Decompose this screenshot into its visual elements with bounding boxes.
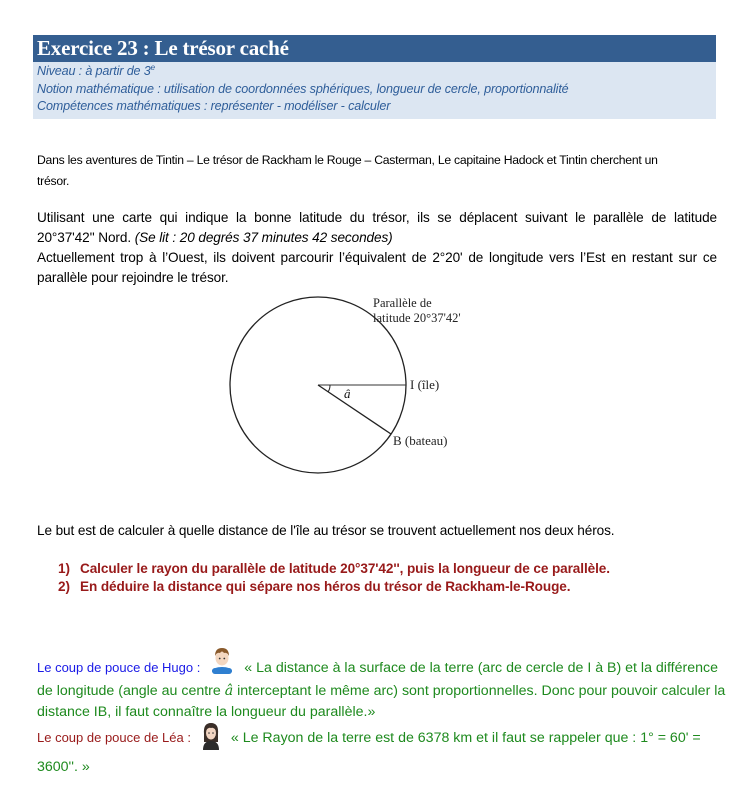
angle-symbol: â: [224, 683, 234, 699]
exercise-title: Exercice 23 : Le trésor caché: [33, 35, 716, 62]
statement-line-3: Actuellement trop à l’Ouest, ils doivent parcourir l’équivalent de 2°20' de longitude vers l’Est en restant sur ce: [37, 250, 717, 265]
exercise-header: [33, 35, 716, 119]
latitude-value: 20°37'42'' Nord.: [37, 230, 135, 245]
task-item: [58, 578, 610, 596]
parallel-label-2: latitude 20°37'42': [373, 311, 461, 325]
hint-lea-text: « Le Rayon de la terre est de 6378 km et il faut se rappeler que : 1° = 60' = 3600''. »: [37, 730, 701, 775]
point-B-label: B (bateau): [393, 433, 448, 448]
girl-avatar-icon: [201, 720, 221, 757]
hint-hugo: [37, 657, 727, 723]
notion-line: Notion mathématique : utilisation de coordonnées sphériques, longueur de cercle, proportionnalité: [37, 81, 569, 96]
latitude-reading: (Se lit : 20 degrés 37 minutes 42 secondes): [134, 230, 393, 245]
angle-arc: [328, 385, 330, 392]
problem-statement: [37, 208, 717, 288]
radius-to-B: [318, 385, 391, 434]
hint-hugo-text-1: « La distance à la surface de la terre (arc de cercle de I à B) et la différence de longitude (angle au centre: [37, 660, 718, 699]
intro-line-1: Dans les aventures de Tintin – Le trésor de Rackham le Rouge – Casterman, Le capitaine Hadock et Tintin cherchent un: [37, 153, 658, 167]
exercise-meta-panel: [33, 62, 716, 119]
task-number: 1): [58, 561, 70, 576]
hint-lea-lead: Le coup de pouce de Léa :: [37, 730, 191, 745]
task-number: 2): [58, 578, 70, 594]
statement-line-2: [37, 228, 717, 248]
level-line: [37, 63, 712, 81]
task-item: [58, 560, 610, 578]
hint-hugo-text-2: interceptant le même arc) sont proportionnelles. Donc pour pouvoir calculer la distance IB, il faut connaître la longueur du parallèle.»: [37, 683, 726, 720]
parallel-circle-diagram: [220, 280, 520, 490]
angle-label: â: [344, 386, 351, 401]
competences-line: Compétences mathématiques : représenter - modéliser - calculer: [37, 99, 391, 113]
level-superscript: e: [150, 63, 155, 72]
parallel-label-1: Parallèle de: [373, 296, 432, 310]
statement-line-1: Utilisant une carte qui indique la bonne latitude du trésor, ils se déplacent suivant le parallèle de latitude: [37, 210, 717, 225]
level-text: Niveau : à partir de 3: [37, 64, 151, 78]
task-list: [58, 560, 610, 595]
hint-hugo-lead: Le coup de pouce de Hugo :: [37, 660, 201, 675]
intro-paragraph: [37, 150, 717, 192]
intro-line-2: trésor.: [37, 174, 70, 188]
task-text: Calculer le rayon du parallèle de latitude 20°37'42'', puis la longueur de ce parallèle.: [80, 561, 610, 576]
point-I-label: I (île): [410, 377, 440, 392]
task-text: En déduire la distance qui sépare nos héros du trésor de Rackham-le-Rouge.: [80, 578, 571, 594]
boy-avatar-icon: [210, 646, 234, 681]
goal-sentence: Le but est de calculer à quelle distance de l'île au trésor se trouvent actuellement nos deux héros.: [37, 523, 615, 538]
hint-lea: [37, 720, 727, 778]
statement-line-4: parallèle pour rejoindre le trésor.: [37, 270, 229, 285]
